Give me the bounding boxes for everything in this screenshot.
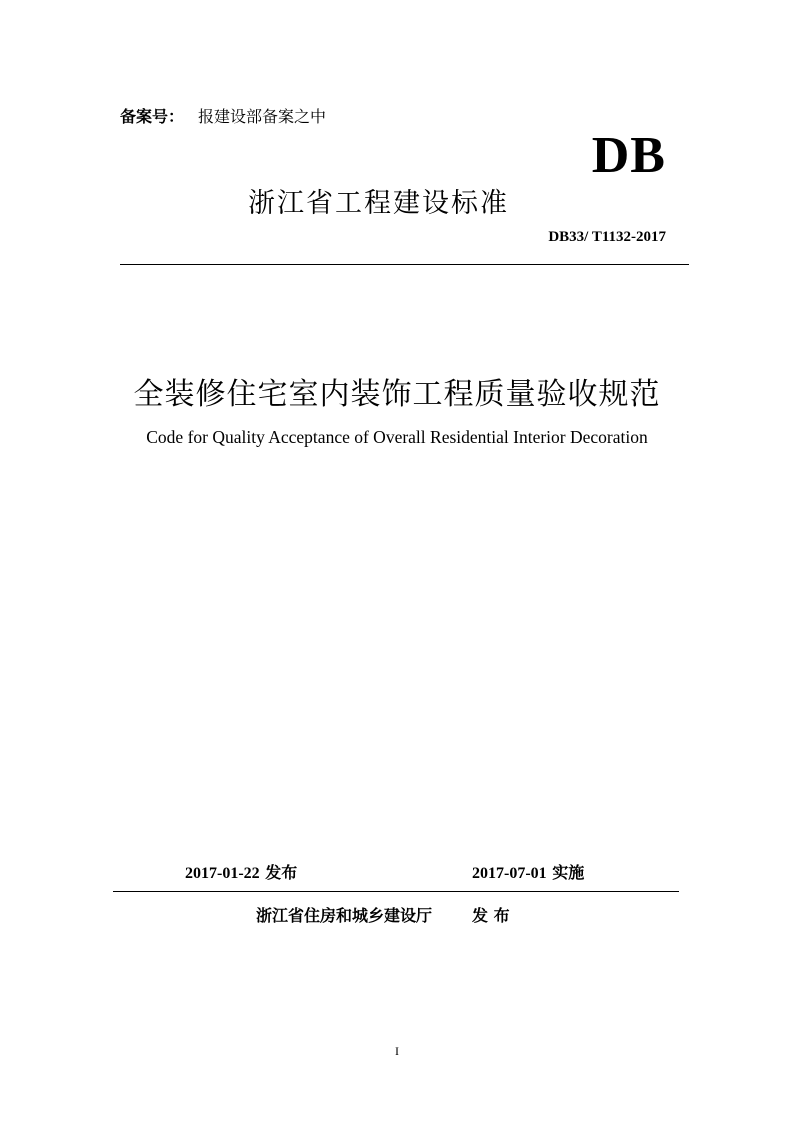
document-title-english: Code for Quality Acceptance of Overall Residential Interior Decoration (146, 427, 648, 447)
publisher (256, 905, 510, 927)
issue-date (185, 862, 297, 885)
header-divider (120, 264, 689, 265)
standard-category: 浙江省工程建设标准 (248, 188, 509, 219)
publisher-name: 浙江省住房和城乡建设厅 (256, 906, 433, 925)
db-standard-mark: DB (591, 127, 666, 184)
implementation-date-label: 实施 (552, 863, 585, 882)
filing-value: 报建设部备案之中 (198, 107, 327, 126)
implementation-date (472, 862, 584, 885)
issue-date-label: 发布 (265, 863, 298, 882)
issue-date-value: 2017-01-22 (185, 865, 260, 882)
implementation-date-value: 2017-07-01 (472, 865, 547, 882)
publisher-action: 发 布 (472, 906, 510, 925)
filing-number (120, 106, 326, 128)
page-number: I (395, 1044, 399, 1058)
standard-number: DB33/ T1132-2017 (548, 229, 666, 245)
filing-label: 备案号： (120, 107, 185, 126)
footer-divider (113, 891, 679, 892)
document-title-chinese: 全装修住宅室内装饰工程质量验收规范 (133, 377, 661, 412)
